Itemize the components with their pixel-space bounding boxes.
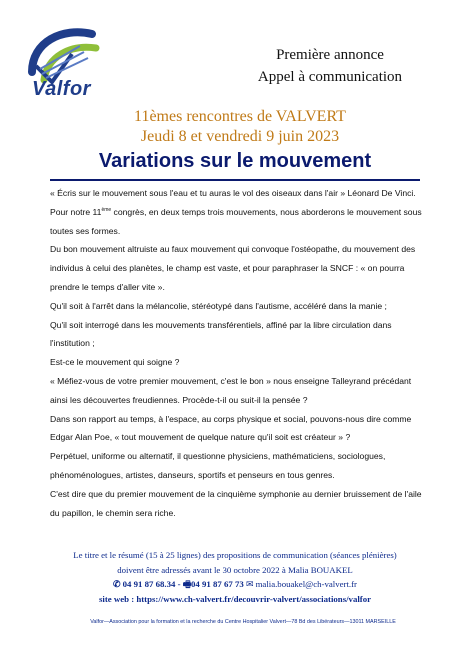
- paragraph-perpetuel: Perpétuel, uniforme ou alternatif, il questionne physiciens, mathématiciens, sociologues, phénoménologues, artistes, danseurs, sportifs et penseurs en tous genres.: [50, 451, 386, 480]
- announcement-line-2: Appel à communication: [257, 69, 403, 85]
- website-link[interactable]: site web : https://www.ch-valvert.fr/decouvrir-valvert/associations/valfor: [98, 593, 372, 604]
- contact-line: [60, 577, 410, 592]
- paragraph-intro: Pour notre 11ème congrès, en deux temps trois mouvements, nous aborderons le mouvement sous toutes ses formes.: [50, 206, 422, 236]
- paragraph-scope: Du bon mouvement altruiste au faux mouvement qui convoque l'ostéopathe, du mouvement des individus à celui des planètes, le champ est vaste, et pour paraphraser la SNCF : « on pourra prendre le temps d'aller vite ».: [50, 244, 416, 292]
- contact-block: [60, 548, 410, 606]
- conference-dates: Jeudi 8 et vendredi 9 juin 2023: [140, 128, 340, 145]
- email-link[interactable]: ✉ malia.bouakel@ch-valvert.fr: [246, 579, 357, 589]
- paragraph-talleyrand: « Méfiez-vous de votre premier mouvement, c'est le bon » nous enseigne Talleyrand précédant ainsi les découvertes freudiennes. Procède-t-il ou suit-il la pensée ?: [50, 375, 412, 405]
- conference-name: 11èmes rencontres de VALVERT: [134, 108, 346, 125]
- body-text: [50, 184, 430, 522]
- announcement-line-1: Première annonce: [276, 47, 384, 63]
- footer-address: Valfor—Association pour la formation et la recherche du Centre Hospitalier Valvert—78 Bd des Libérateurs—13011 MARSEILLE: [90, 619, 396, 625]
- paragraph-question: Est-ce le mouvement qui soigne ?: [50, 357, 180, 368]
- paragraph-transfert: Qu'il soit interrogé dans les mouvements transférentiels, affiné par la libre circulation dans l'institution ;: [50, 319, 392, 349]
- paragraph-quote: « Écris sur le mouvement sous l'eau et tu auras le vol des oiseaux dans l'air » Léonard De Vinci.: [50, 188, 416, 198]
- submission-info: Le titre et le résumé (15 à 25 lignes) des propositions de communication (séances plénières) doivent être adressés avant le 30 octobre 2022 à Malia BOUAKEL: [73, 550, 397, 575]
- paragraph-poe: Dans son rapport au temps, à l'espace, au corps physique et social, pouvons-nous dire comme Edgar Alan Poe, « tout mouvement de quelque nature qu'il soit est créateur » ?: [50, 413, 412, 443]
- phone-number: ✆ 04 91 87 68.34 -: [113, 579, 181, 589]
- page-title: Variations sur le mouvement: [98, 150, 372, 172]
- fax-number: 🖷04 91 87 67 73: [182, 579, 244, 589]
- title-underline: [50, 179, 420, 181]
- conference-info: [120, 107, 360, 147]
- paragraph-arret: Qu'il soit à l'arrêt dans la mélancolie, stéréotypé dans l'autisme, accéléré dans la manie ;: [50, 300, 387, 311]
- announcement-header: [230, 44, 430, 88]
- paragraph-conclusion: C'est dire que du premier mouvement de la cinquième symphonie au dernier bruissement de l'aile du papillon, le chemin sera riche.: [50, 488, 422, 518]
- logo-text: Valfor: [32, 78, 91, 100]
